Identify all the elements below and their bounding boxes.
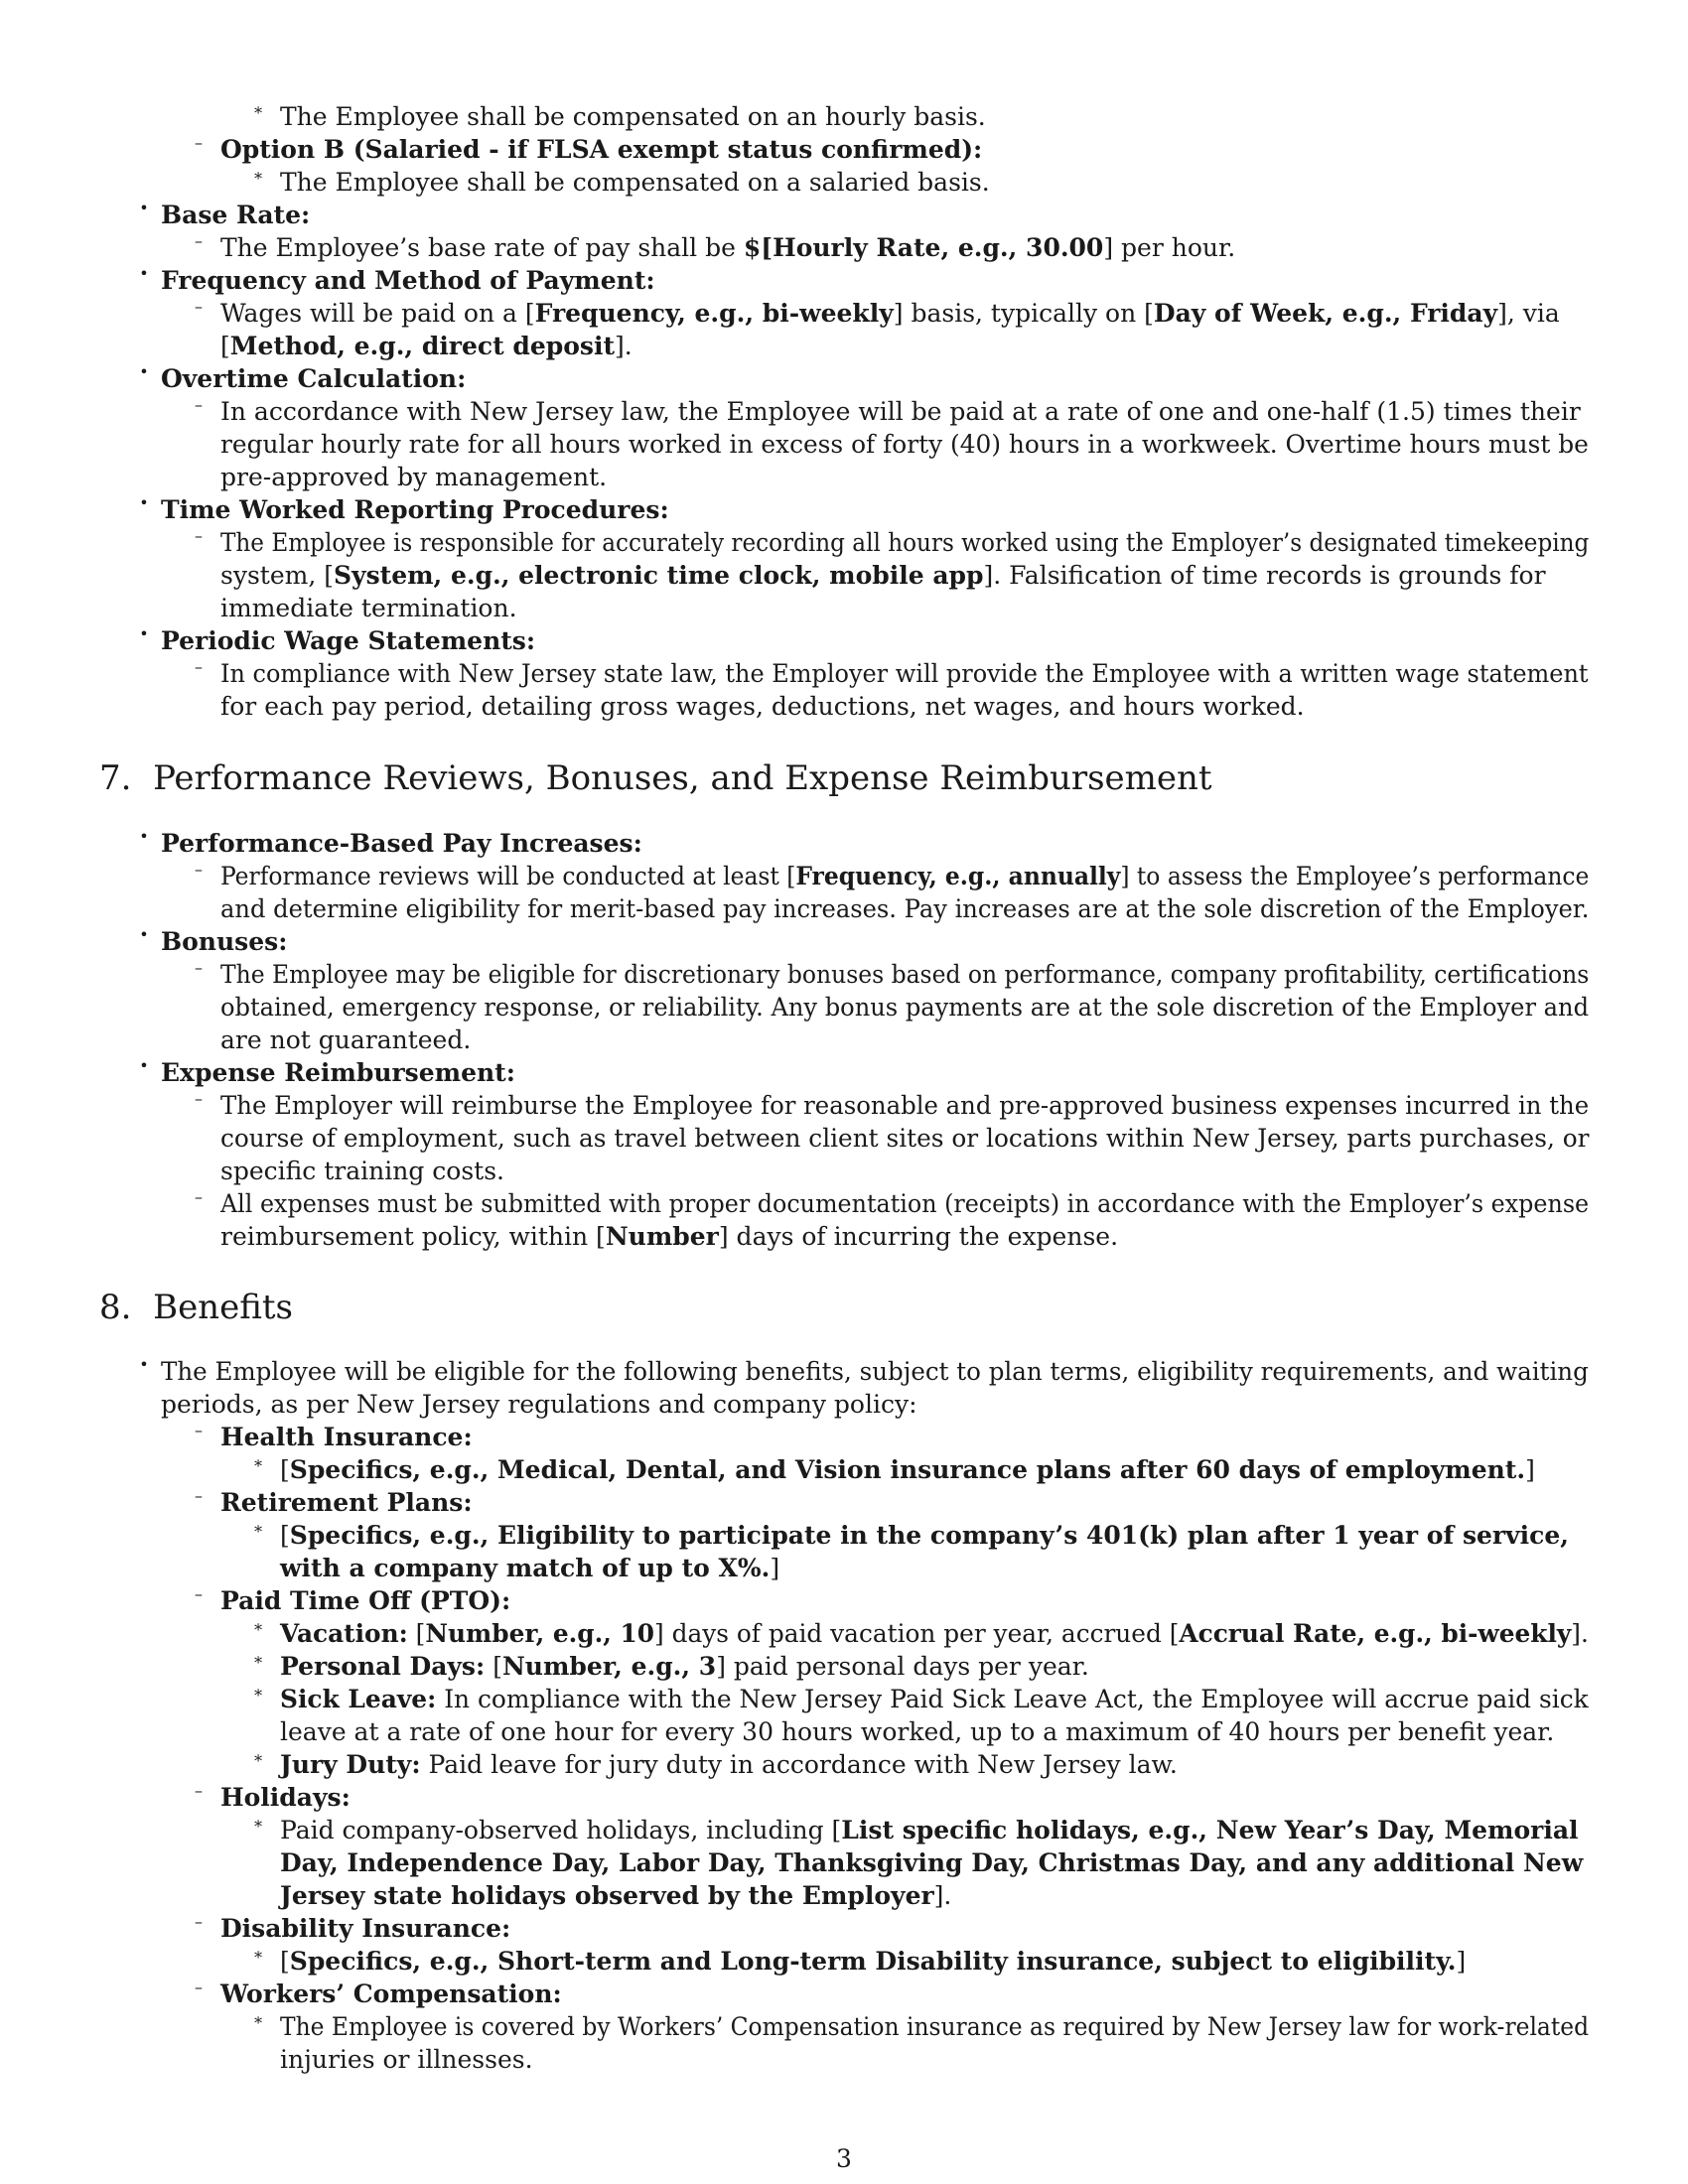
bullet: • [139,362,149,381]
performance-pay-text-line-2: and determine eligibility for merit-based pay increases. Pay increases are at the sole discretion of the Employer. [220,894,1590,923]
vacation-text: Vacation: [Number, e.g., 10] days of paid vacation per year, accrued [Accrual Rate, e.g., bi-weekly]. [280,1619,1589,1648]
dash-bullet: – [195,657,203,676]
bullet: • [139,624,149,643]
expense-text-line-5: reimbursement policy, within [Number] days of incurring the expense. [220,1222,1119,1251]
section-7-heading: 7. Performance Reviews, Bonuses, and Expense Reimbursement [99,758,1212,798]
bullet: • [139,827,149,846]
jury-duty-text: Jury Duty: Paid leave for jury duty in accordance with New Jersey law. [280,1750,1178,1779]
dash-bullet: – [195,1421,203,1439]
base-rate-heading: Base Rate: [161,201,311,229]
page-number: 3 [836,2144,852,2173]
retirement-plans-heading: Retirement Plans: [220,1488,473,1517]
time-worked-text-line-1: The Employee is responsible for accurately recording all hours worked using the Employer’s designated timekeeping [220,528,1590,557]
dash-bullet: – [195,1781,203,1800]
bullet: • [139,1056,149,1075]
workers-comp-text-line-2: injuries or illnesses. [280,2045,533,2074]
star-bullet: ∗ [252,2010,264,2029]
bullet: • [139,1355,149,1374]
bullet: • [139,925,149,944]
expense-text-line-4: All expenses must be submitted with proper documentation (receipts) in accordance with the Employer’s expense [220,1189,1590,1218]
star-bullet: ∗ [252,1650,264,1669]
dash-bullet: – [195,1187,203,1206]
overtime-text-line-3: pre-approved by management. [220,463,608,491]
holidays-text-line-3: Jersey state holidays observed by the Employer]. [280,1881,952,1910]
star-bullet: ∗ [252,166,264,185]
holidays-heading: Holidays: [220,1783,351,1812]
frequency-text-line-2: [Method, e.g., direct deposit]. [220,332,633,360]
wage-statements-text-line-1: In compliance with New Jersey state law, the Employer will provide the Employee with a written wage statement [220,659,1589,688]
bonuses-text-line-2: obtained, emergency response, or reliability. Any bonus payments are at the sole discretion of the Employer and [220,993,1590,1022]
base-rate-text: The Employee’s base rate of pay shall be $[Hourly Rate, e.g., 30.00] per hour. [220,233,1236,262]
expense-text-line-2: course of employment, such as travel between client sites or locations within New Jersey, parts purchases, or [220,1124,1590,1153]
health-insurance-text: [Specifics, e.g., Medical, Dental, and Vision insurance plans after 60 days of employment.] [280,1455,1535,1484]
holidays-text-line-2: Day, Independence Day, Labor Day, Thanksgiving Day, Christmas Day, and any additional New [280,1848,1584,1877]
dash-bullet: – [195,1584,203,1603]
personal-days-text: Personal Days: [Number, e.g., 3] paid personal days per year. [280,1652,1089,1681]
wage-statements-heading: Periodic Wage Statements: [161,626,536,655]
wage-statements-text-line-2: for each pay period, detailing gross wages, deductions, net wages, and hours worked. [220,692,1305,721]
star-bullet: ∗ [252,1519,264,1538]
bullet: • [139,493,149,512]
dash-bullet: – [195,958,203,977]
option-b-heading: Option B (Salaried - if FLSA exempt status confirmed): [220,135,983,164]
dash-bullet: – [195,1486,203,1505]
dash-bullet: – [195,231,203,250]
performance-pay-heading: Performance-Based Pay Increases: [161,829,642,858]
benefits-intro-line-2: periods, as per New Jersey regulations and company policy: [161,1390,917,1419]
expense-text-line-1: The Employer will reimburse the Employee for reasonable and pre-approved business expenses incurred in the [220,1091,1590,1120]
bullet: • [139,264,149,283]
section-8-heading: 8. Benefits [99,1288,293,1327]
sick-leave-text-line-2: leave at a rate of one hour for every 30 hours worked, up to a maximum of 40 hours per benefit year. [280,1717,1555,1746]
overtime-heading: Overtime Calculation: [161,364,467,393]
dash-bullet: – [195,1912,203,1931]
dash-bullet: – [195,1089,203,1108]
bonuses-heading: Bonuses: [161,927,288,956]
frequency-heading: Frequency and Method of Payment: [161,266,655,295]
sick-leave-text-line-1: Sick Leave: In compliance with the New Jersey Paid Sick Leave Act, the Employee will accrue paid sick [280,1685,1589,1713]
expense-text-line-3: specific training costs. [220,1157,504,1185]
dash-bullet: – [195,1978,203,1996]
star-bullet: ∗ [252,1617,264,1636]
performance-pay-text-line-1: Performance reviews will be conducted at least [Frequency, e.g., annually] to assess the Employee’s performance [220,862,1590,890]
expense-reimbursement-heading: Expense Reimbursement: [161,1058,515,1087]
holidays-text-line-1: Paid company-observed holidays, including [List specific holidays, e.g., New Year’s Day, Memorial [280,1816,1579,1844]
benefits-intro-line-1: The Employee will be eligible for the following benefits, subject to plan terms, eligibility requirements, and waiting [161,1357,1589,1386]
overtime-text-line-2: regular hourly rate for all hours worked in excess of forty (40) hours in a workweek. Overtime hours must be [220,430,1589,459]
retirement-text-line-2: with a company match of up to X%.] [280,1554,780,1582]
retirement-text-line-1: [Specifics, e.g., Eligibility to participate in the company’s 401(k) plan after 1 year of service, [280,1521,1569,1550]
dash-bullet: – [195,395,203,414]
time-worked-text-line-2: system, [System, e.g., electronic time clock, mobile app]. Falsification of time records is grounds for [220,561,1546,590]
pto-heading: Paid Time Off (PTO): [220,1586,511,1615]
overtime-text-line-1: In accordance with New Jersey law, the Employee will be paid at a rate of one and one-half (1.5) times their [220,397,1581,426]
star-bullet: ∗ [252,1683,264,1702]
time-worked-text-line-3: immediate termination. [220,594,517,622]
health-insurance-heading: Health Insurance: [220,1423,473,1451]
dash-bullet: – [195,860,203,879]
hourly-basis-text: The Employee shall be compensated on an hourly basis. [280,102,986,131]
disability-heading: Disability Insurance: [220,1914,511,1943]
star-bullet: ∗ [252,1453,264,1472]
star-bullet: ∗ [252,1814,264,1833]
bonuses-text-line-3: are not guaranteed. [220,1025,472,1054]
frequency-text-line-1: Wages will be paid on a [Frequency, e.g., bi-weekly] basis, typically on [Day of Week, e.g., Friday], via [220,299,1560,328]
workers-comp-heading: Workers’ Compensation: [220,1979,562,2008]
disability-text: [Specifics, e.g., Short-term and Long-term Disability insurance, subject to eligibility.] [280,1947,1467,1976]
dash-bullet: – [195,526,203,545]
dash-bullet: – [195,297,203,316]
bonuses-text-line-1: The Employee may be eligible for discretionary bonuses based on performance, company profitability, certifications [220,960,1590,989]
star-bullet: ∗ [252,1945,264,1964]
salaried-basis-text: The Employee shall be compensated on a salaried basis. [280,168,990,197]
workers-comp-text-line-1: The Employee is covered by Workers’ Compensation insurance as required by New Jersey law for work-related [280,2012,1590,2041]
bullet: • [139,199,149,217]
star-bullet: ∗ [252,100,264,119]
time-worked-heading: Time Worked Reporting Procedures: [161,495,669,524]
dash-bullet: – [195,133,203,152]
star-bullet: ∗ [252,1748,264,1767]
